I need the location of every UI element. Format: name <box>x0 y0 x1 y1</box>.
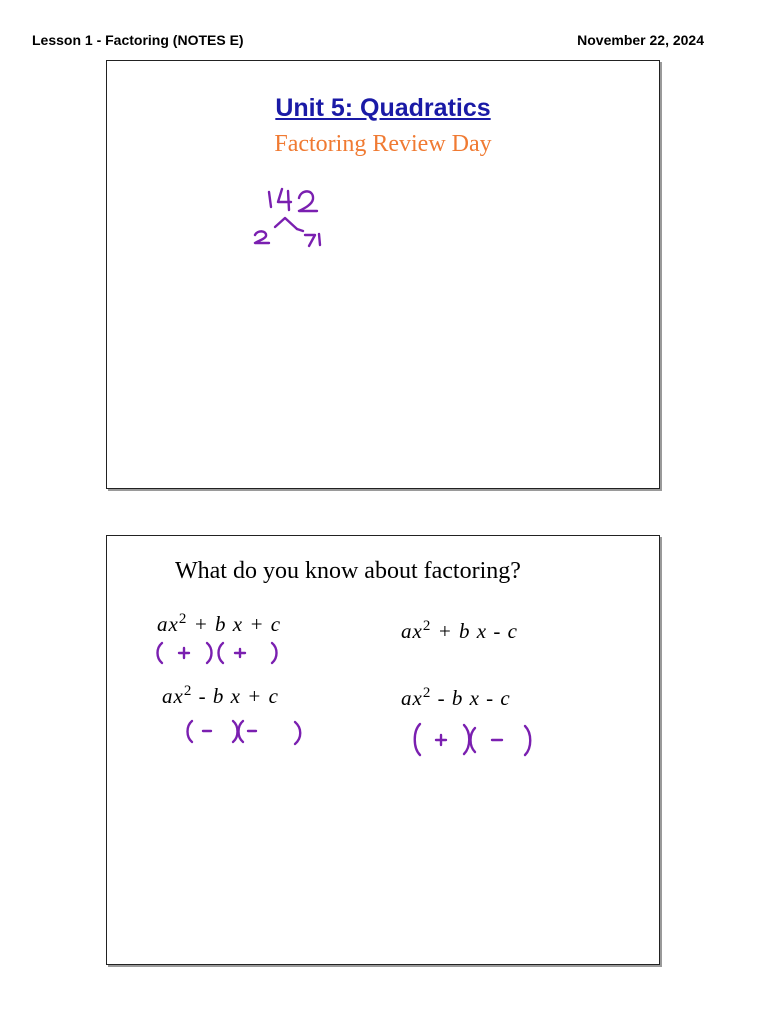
ink-digit-2 <box>299 191 317 211</box>
quadratic-form-2: $ax^2 + b$ x - c <box>401 618 518 643</box>
quadratic-form-4: $ax^2$ - b x - c <box>401 685 511 710</box>
page-header <box>0 32 768 52</box>
document-title: Lesson 1 - Factoring (NOTES E) <box>32 32 244 48</box>
ink-digit-1 <box>269 192 271 207</box>
handwritten-sign-patterns <box>107 536 661 796</box>
slide-subtitle: Factoring Review Day <box>274 131 492 157</box>
quadratic-form-3: $ax^2$ - b x + c <box>162 683 279 708</box>
ink-branch-right <box>297 229 303 231</box>
quadratic-form-1: $ax^2 + b$ x + c <box>157 611 282 636</box>
ink-branch-left <box>275 218 297 229</box>
ink-digit-4 <box>278 189 291 210</box>
slide-title: Unit 5: Quadratics <box>275 94 491 122</box>
ink-signs-plus-minus <box>415 724 531 755</box>
ink-factor-71 <box>305 234 320 246</box>
slide-2 <box>106 535 660 965</box>
ink-factor-2 <box>255 231 269 243</box>
question-heading: What do you know about factoring? <box>175 558 521 584</box>
ink-signs-minus-minus <box>188 721 301 744</box>
slide-1 <box>106 60 660 489</box>
ink-signs-plus-plus <box>158 643 277 663</box>
handwritten-factor-tree <box>107 61 661 261</box>
document-date: November 22, 2024 <box>577 32 704 48</box>
